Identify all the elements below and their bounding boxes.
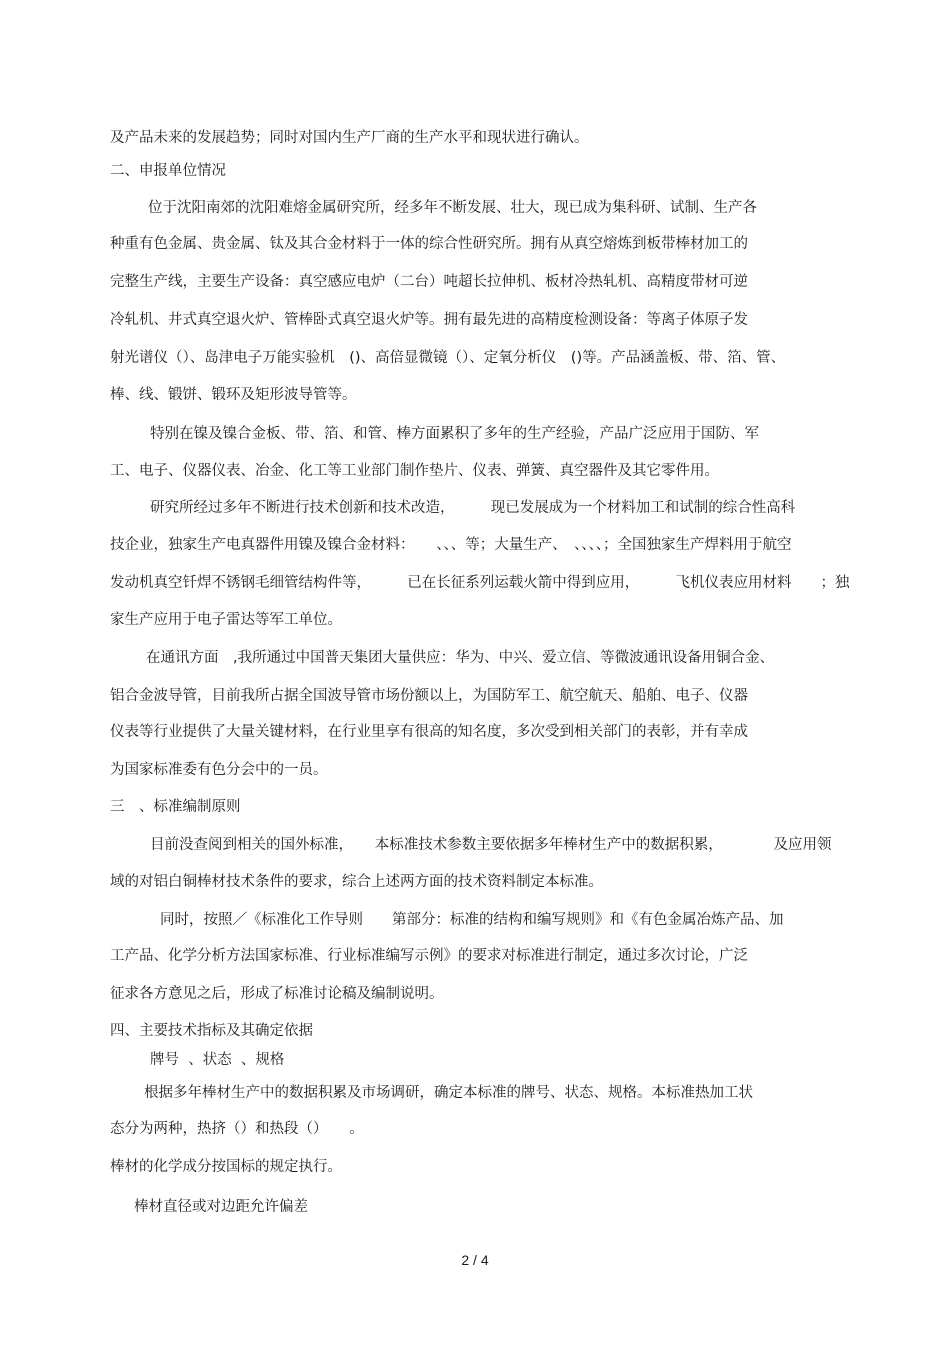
paragraph-line: 域的对铝白铜棒材技术条件的要求，综合上述两方面的技术资料制定本标准。 bbox=[110, 874, 603, 890]
section-heading-technical-indicators: 四、主要技术指标及其确定依据 bbox=[110, 1023, 313, 1039]
subheading-grade-temper-spec: 牌号 、状态 、规格 bbox=[150, 1052, 285, 1068]
paragraph-line: 同时，按照／《标准化工作导则 第部分：标准的结构和编写规则》和《有色金属冶炼产品、加 bbox=[160, 912, 784, 928]
paragraph-line: 种重有色金属、贵金属、钛及其合金材料于一体的综合性研究所。拥有从真空熔炼到板带棒材加工的 bbox=[110, 236, 748, 252]
paragraph-line: 棒材直径或对边距允许偏差 bbox=[134, 1199, 308, 1215]
paragraph-line: 射光谱仪（）、岛津电子万能实验机 ()、高倍显微镜（）、定氧分析仪 ()等。产品涵盖板、带、箔、管、 bbox=[110, 350, 786, 366]
paragraph-line: 目前没查阅到相关的国外标准， 本标准技术参数主要依据多年棒材生产中的数据积累， 及应用领 bbox=[150, 837, 832, 853]
section-heading-applicant: 二、申报单位情况 bbox=[110, 163, 226, 179]
paragraph-line: 完整生产线，主要生产设备：真空感应电炉（二台）吨超长拉伸机、板材冷热轧机、高精度带材可逆 bbox=[110, 274, 748, 290]
paragraph-line: 位于沈阳南郊的沈阳难熔金属研究所，经多年不断发展、壮大，现已成为集科研、试制、生产各 bbox=[148, 200, 757, 216]
paragraph-line: 态分为两种，热挤（）和热段（） 。 bbox=[110, 1121, 364, 1137]
paragraph-line: 仪表等行业提供了大量关键材料，在行业里享有很高的知名度，多次受到相关部门的表彰，并有幸成 bbox=[110, 724, 748, 740]
paragraph-line: 征求各方意见之后，形成了标准讨论稿及编制说明。 bbox=[110, 986, 444, 1002]
paragraph-line-intro-continued: 及产品未来的发展趋势；同时对国内生产厂商的生产水平和现状进行确认。 bbox=[110, 130, 589, 146]
paragraph-line: 根据多年棒材生产中的数据积累及市场调研，确定本标准的牌号、状态、规格。本标准热加工状 bbox=[144, 1085, 753, 1101]
paragraph-line: 家生产应用于电子雷达等军工单位。 bbox=[110, 612, 342, 628]
section-heading-principles: 三 、标准编制原则 bbox=[110, 799, 241, 815]
paragraph-line: 特别在镍及镍合金板、带、箔、和管、棒方面累积了多年的生产经验，产品广泛应用于国防、军 bbox=[150, 426, 759, 442]
paragraph-line: 技企业，独家生产电真器件用镍及镍合金材料： 、、、等；大量生产、 、、、、；全国独家生产焊料用于航空 bbox=[110, 537, 792, 553]
paragraph-line: 棒材的化学成分按国标的规定执行。 bbox=[110, 1159, 342, 1175]
paragraph-line: 在通讯方面 ,我所通过中国普天集团大量供应：华为、中兴、爱立信、等微波通讯设备用铜合金、 bbox=[146, 650, 775, 666]
paragraph-line: 棒、线、锻饼、锻环及矩形波导管等。 bbox=[110, 387, 357, 403]
page-number: 2 / 4 bbox=[461, 1252, 489, 1268]
paragraph-line: 工、电子、仪器仪表、冶金、化工等工业部门制作垫片、仪表、弹簧、真空器件及其它零件用。 bbox=[110, 463, 719, 479]
paragraph-line: 研究所经过多年不断进行技术创新和技术改造， 现已发展成为一个材料加工和试制的综合性高科 bbox=[150, 500, 796, 516]
paragraph-line: 为国家标准委有色分会中的一员。 bbox=[110, 762, 328, 778]
paragraph-line: 铝合金波导管，目前我所占据全国波导管市场份额以上，为国防军工、航空航天、船舶、电子、仪器 bbox=[110, 688, 748, 704]
paragraph-line: 冷轧机、井式真空退火炉、管棒卧式真空退火炉等。拥有最先进的高精度检测设备：等离子体原子发 bbox=[110, 312, 748, 328]
paragraph-line: 发动机真空钎焊不锈钢毛细管结构件等， 已在长征系列运载火箭中得到应用， 飞机仪表应用材料 ；独 bbox=[110, 575, 850, 591]
paragraph-line: 工产品、化学分析方法国家标准、行业标准编写示例》的要求对标准进行制定，通过多次讨论，广泛 bbox=[110, 948, 748, 964]
